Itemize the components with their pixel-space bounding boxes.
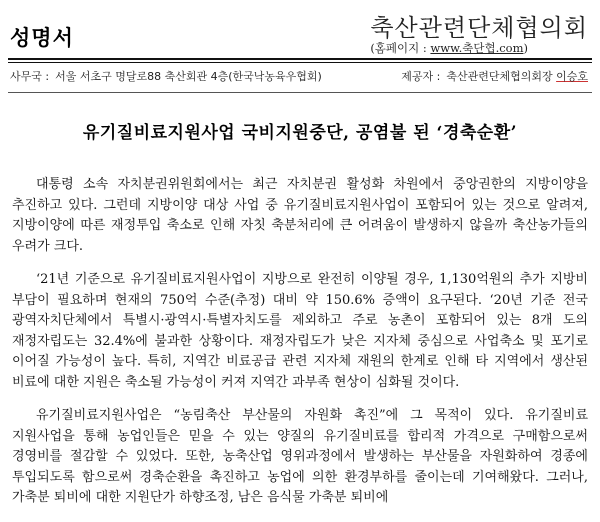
statement-body — [12, 175, 588, 522]
office-info — [10, 68, 322, 84]
homepage-line — [370, 40, 528, 56]
info-row — [10, 68, 588, 84]
info-divider — [8, 92, 592, 93]
homepage-label: (홈페이지 : — [370, 41, 431, 55]
body-paragraph: 유기질비료지원사업은 “농림축산 부산물의 자원화 촉진”에 그 목적이 있다. 유기질비료 지원사업을 통해 농업인들은 믿을 수 있는 양질의 유기질비료를 합리적 가격으로 구매함으로써 경영비를 절감할 수 있었다. 또한, 농축산업 영위과정에서 발생하는 부산물을 자원화하여 경종에 투입되도록 함으로써 경축순환을 촉진하고 농업에 의한 환경부하를 줄이는데 기여해왔다. 그러나, 가축분 퇴비에 대한 지원단가 하향조정, 남은 음식물 가축분 퇴비에 — [12, 408, 588, 505]
body-paragraph: ‘21년 기준으로 유기질비료지원사업이 지방으로 완전히 이양될 경우, 1,130억원의 추가 지방비 부담이 필요하며 현재의 750억 수준(추정) 대비 약 150.6% 증액이 요구된다. ‘20년 기준 전국 광역자치단체에서 특별시·광역시·특별자치도를 제외하고 주로 농촌이 포함되어 있는 8개 도의 재정자립도는 32.4%에 불과한 상황이다. 재정자립도가 낮은 지자체 중심으로 사업축소 및 포기로 이어질 가능성이 높다. 특히, 지역간 비료공급 관련 지자체 재원의 한계로 인해 타 지역에서 생산된 비료에 대한 지원은 축소될 가능성이 커져 지역간 과부족 현상이 심화될 것이다. — [12, 272, 588, 390]
provider-label: 제공자 : — [401, 70, 441, 83]
homepage-link[interactable]: www.축단협.com — [430, 41, 524, 55]
office-address: 서울 서초구 명달로88 축산회관 4층(한국낙농육우협회) — [55, 70, 322, 83]
provider-value: 축산관련단체협의회장 — [446, 70, 557, 83]
provider-name: 이승호 — [556, 70, 588, 83]
homepage-close: ) — [523, 41, 528, 55]
organization-name: 축산관련단체협의회 — [370, 14, 588, 42]
body-paragraph: 대통령 소속 자치분권위원회에서는 최근 자치분권 활성화 차원에서 중앙권한의 지방이양을 추진하고 있다. 그런데 지방이양 대상 사업 중 유기질비료지원사업이 포함되어 있는 것으로 알려져, 지방이양에 따른 재정투입 축소로 인해 자칫 축분처리에 큰 어려움이 발생하지 않을까 축산농가들의 우려가 크다. — [12, 177, 588, 254]
header-divider — [8, 58, 592, 63]
document-type-title: 성명서 — [10, 26, 74, 50]
statement-headline: 유기질비료지원사업 국비지원중단, 공염불 된 ‘경축순환’ — [82, 123, 518, 143]
office-label: 사무국 : — [10, 70, 50, 83]
provider-info — [401, 68, 588, 84]
